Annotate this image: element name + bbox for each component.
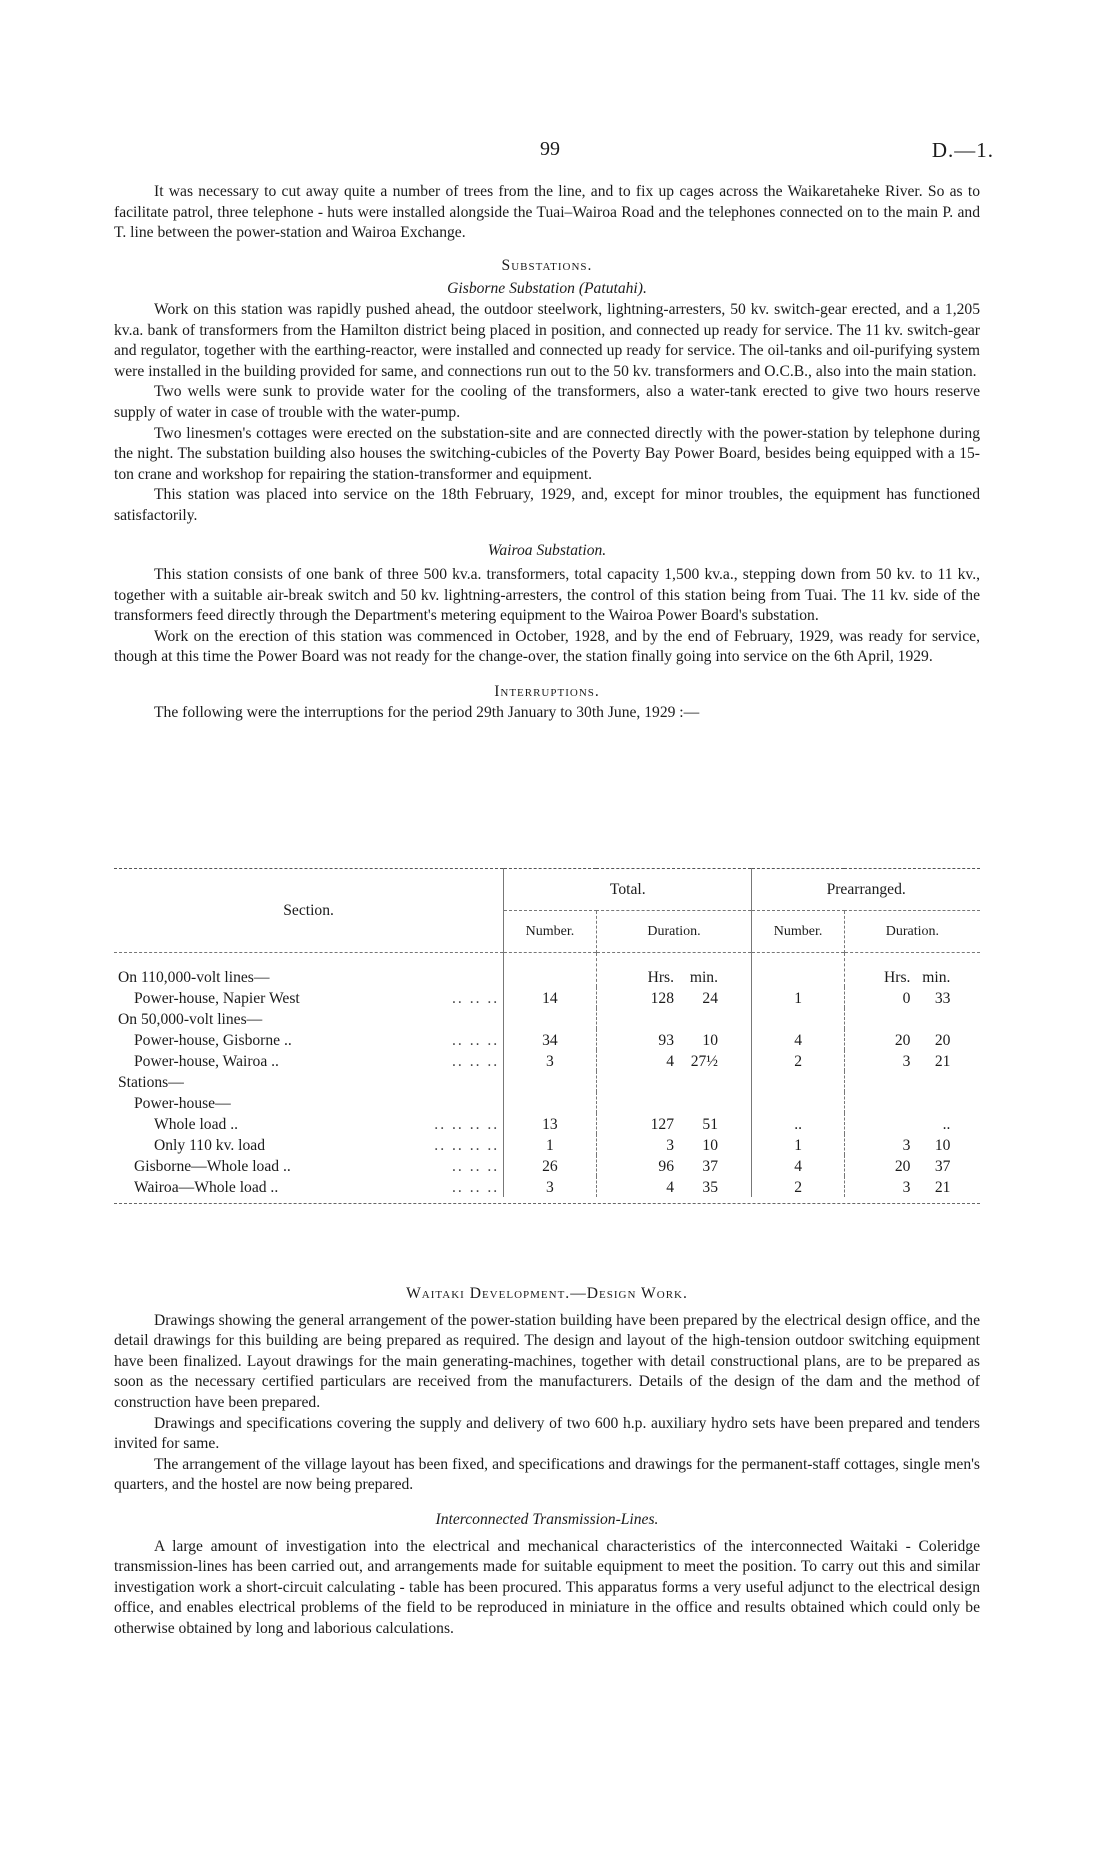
prearranged-hours: Hrs. <box>883 968 911 986</box>
total-duration-cell <box>596 1050 752 1071</box>
total-number-cell: 13 <box>504 1113 596 1134</box>
total-hours: 96 <box>658 1157 674 1175</box>
prearranged-duration-cell <box>844 1113 980 1134</box>
gisborne-paragraph-1: Work on this station was rapidly pushed ahead, the outdoor steelwork, lightning-arresters, 50 kv. switch-gear erected, and a 1,205 kv.a. bank of transformers from the Hamilton district being placed in position, and connected up ready for service. The 11 kv. switch-gear and regulator, together with the earthing-reactor, were installed and connected up ready for service. The oil-tanks and oil-purifying system were installed in the building provided for same, and connections run out to the 50 kv. transformers and O.C.B., also into the main station. <box>114 300 980 380</box>
upper-text-block <box>114 182 980 723</box>
prearranged-number-cell <box>752 1008 844 1029</box>
row-section-label <box>114 1071 504 1092</box>
prearranged-hours: 20 <box>894 1157 911 1175</box>
total-minutes: min. <box>689 968 718 986</box>
total-column-header: Total. <box>504 869 752 911</box>
total-duration-cell <box>596 1134 752 1155</box>
page-number: 99 <box>540 138 560 160</box>
table-row <box>114 1155 980 1176</box>
row-section-label <box>114 953 504 987</box>
waitaki-paragraph-1: Drawings showing the general arrangement of the power-station building have been prepared by the electrical design office, and the detail drawings for this building are being prepared as required. The design and layout of the high-tension outdoor switching equipment have been finalized. Layout drawings for the main generating-machines, together with detail constructional plans, are to be prepared as soon as the necessary certified particulars are received from the manufacturers. Details of the design of the dam and the method of construction have been prepared. <box>114 1311 980 1411</box>
prearranged-minutes: .. <box>942 1115 951 1133</box>
prearranged-duration-cell <box>844 1029 980 1050</box>
prearranged-number-cell: 1 <box>752 987 844 1008</box>
row-label-text: On 50,000-volt lines— <box>118 1010 263 1028</box>
table-header-row-1 <box>114 869 980 911</box>
total-duration-header: Duration. <box>596 911 752 953</box>
row-section-label <box>114 1176 504 1197</box>
wairoa-paragraph-1: This station consists of one bank of three 500 kv.a. transformers, total capacity 1,500 kv.a., stepping down from 50 kv. to 11 kv., together with a suitable air-break switch and 50 kv. lightning-arresters, the control of this station being from Tuai. The 11 kv. side of the transformers feed directly through the Department's metering equipment to the Wairoa Power Board's substation. <box>114 566 980 625</box>
total-duration-cell <box>596 1029 752 1050</box>
row-leader-dots: .. .. .. .. <box>434 1115 500 1133</box>
row-section-label <box>114 1092 504 1113</box>
prearranged-hours: 20 <box>894 1031 911 1049</box>
total-minutes: 24 <box>702 989 718 1007</box>
prearranged-number-cell <box>752 1071 844 1092</box>
prearranged-column-header: Prearranged. <box>752 869 980 911</box>
row-section-label <box>114 1008 504 1029</box>
total-number-cell: 26 <box>504 1155 596 1176</box>
prearranged-duration-cell <box>844 1176 980 1197</box>
table-row <box>114 1008 980 1029</box>
prearranged-number-cell: 1 <box>752 1134 844 1155</box>
document-reference: D.—1. <box>931 138 994 162</box>
row-section-label <box>114 1029 504 1050</box>
intro-paragraph: It was necessary to cut away quite a number of trees from the line, and to fix up cages across the Waikaretaheke River. So as to facilitate patrol, three telephone - huts were installed alongside the Tuai–Wairoa Road and the telephones connected on to the main P. and T. line between the power-station and Wairoa Exchange. <box>114 183 980 242</box>
row-section-label <box>114 1155 504 1176</box>
waitaki-heading: Waitaki Development.—Design Work. <box>406 1285 688 1302</box>
row-label-text: Power-house, Wairoa .. <box>134 1052 279 1070</box>
total-number-cell: 3 <box>504 1176 596 1197</box>
prearranged-number-cell <box>752 1092 844 1113</box>
total-duration-cell <box>596 1008 752 1029</box>
prearranged-minutes: min. <box>922 968 951 986</box>
table-row <box>114 1029 980 1050</box>
total-hours: 127 <box>650 1115 674 1133</box>
row-leader-dots: .. .. .. <box>452 1178 500 1196</box>
table-row <box>114 1050 980 1071</box>
row-label-text: Only 110 kv. load <box>154 1136 266 1154</box>
gisborne-paragraph-2: Two wells were sunk to provide water for the cooling of the transformers, also a water-tank erected to give two hours reserve supply of water in case of trouble with the water-pump. <box>114 383 980 421</box>
prearranged-minutes: 10 <box>934 1136 951 1154</box>
total-number-cell <box>504 1092 596 1113</box>
gisborne-paragraph-3: Two linesmen's cottages were erected on the substation-site and are connected directly with the power-station by telephone during the night. The substation building also houses the switching-cubicles of the Poverty Bay Power Board, besides being equipped with a 15-ton crane and workshop for repairing the station-transformer and equipment. <box>114 424 980 483</box>
row-section-label <box>114 1134 504 1155</box>
table-row <box>114 1092 980 1113</box>
total-number-header: Number. <box>504 911 596 953</box>
wairoa-substation-heading: Wairoa Substation. <box>487 541 607 559</box>
total-number-cell <box>504 1008 596 1029</box>
row-label-text: On 110,000-volt lines— <box>118 968 270 986</box>
total-hours: 4 <box>666 1052 674 1070</box>
total-duration-cell <box>596 953 752 987</box>
prearranged-duration-cell <box>844 1050 980 1071</box>
wairoa-paragraph-2: Work on the erection of this station was commenced in October, 1928, and by the end of February, 1929, was ready for service, though at this time the Power Board was not ready for the change-over, the station finally going into service on the 6th April, 1929. <box>114 627 980 666</box>
interconnected-heading: Interconnected Transmission-Lines. <box>435 1510 659 1528</box>
table-row <box>114 987 980 1008</box>
prearranged-duration-header: Duration. <box>844 911 980 953</box>
row-label-text: Wairoa—Whole load .. <box>134 1178 279 1196</box>
waitaki-paragraph-3: The arrangement of the village layout has been fixed, and specifications and drawings for the permanent-staff cottages, single men's quarters, and the hostel are now being prepared. <box>114 1455 980 1494</box>
total-hours: 4 <box>666 1178 674 1196</box>
row-label-text: Gisborne—Whole load .. <box>134 1157 291 1175</box>
interruptions-table-wrapper <box>114 868 980 1204</box>
row-leader-dots: .. .. .. <box>452 1031 500 1049</box>
total-duration-cell <box>596 1155 752 1176</box>
row-label-text: Whole load .. <box>154 1115 239 1133</box>
prearranged-minutes: 37 <box>934 1157 951 1175</box>
interconnected-paragraph-1: A large amount of investigation into the electrical and mechanical characteristics of the interconnected Waitaki - Coleridge transmission-lines has been carried out, and arrangements made for suitable equipment to meet the position. To carry out this and similar investigation work a short-circuit calculating - table has been procured. This apparatus forms a very useful adjunct to the electrical design office, and enables electrical problems of the field to be reproduced in miniature in the office and results obtained which could only be otherwise obtained by long and laborious calculations. <box>114 1537 980 1637</box>
interruptions-heading: Interruptions. <box>494 683 600 701</box>
row-leader-dots: .. .. .. <box>452 989 500 1007</box>
substations-heading: Substations. <box>501 256 593 274</box>
prearranged-number-cell: .. <box>752 1113 844 1134</box>
table-row <box>114 1071 980 1092</box>
total-duration-cell <box>596 1071 752 1092</box>
total-number-cell: 3 <box>504 1050 596 1071</box>
table-row <box>114 1176 980 1197</box>
total-duration-cell <box>596 1113 752 1134</box>
table-row <box>114 1134 980 1155</box>
gisborne-substation-heading: Gisborne Substation (Patutahi). <box>447 280 647 298</box>
interruptions-intro: The following were the interruptions for the period 29th January to 30th June, 1929 :— <box>154 703 700 721</box>
prearranged-number-cell: 4 <box>752 1029 844 1050</box>
waitaki-paragraph-2: Drawings and specifications covering the supply and delivery of two 600 h.p. auxiliary hydro sets have been prepared and tenders invited for same. <box>114 1414 980 1453</box>
row-leader-dots: .. .. .. .. <box>434 1136 500 1154</box>
total-number-cell <box>504 953 596 987</box>
interruptions-table-body <box>114 953 980 1197</box>
total-duration-cell <box>596 1176 752 1197</box>
total-minutes: 35 <box>702 1178 718 1196</box>
prearranged-duration-cell <box>844 1008 980 1029</box>
total-hours: 93 <box>658 1031 674 1049</box>
prearranged-minutes: 21 <box>934 1052 951 1070</box>
row-label-text: Power-house, Napier West <box>134 989 300 1007</box>
row-section-label <box>114 987 504 1008</box>
prearranged-duration-cell <box>844 1092 980 1113</box>
prearranged-number-cell: 2 <box>752 1050 844 1071</box>
prearranged-minutes: 21 <box>934 1178 951 1196</box>
total-duration-cell <box>596 1092 752 1113</box>
prearranged-duration-cell <box>844 987 980 1008</box>
prearranged-number-header: Number. <box>752 911 844 953</box>
prearranged-minutes: 33 <box>934 989 951 1007</box>
section-column-header: Section. <box>283 901 334 919</box>
row-label-text: Power-house, Gisborne .. <box>134 1031 292 1049</box>
prearranged-duration-cell <box>844 953 980 987</box>
prearranged-number-cell <box>752 953 844 987</box>
total-minutes: 27½ <box>690 1052 718 1070</box>
lower-text-block <box>114 1284 980 1640</box>
total-minutes: 10 <box>702 1031 718 1049</box>
prearranged-hours: 3 <box>902 1178 911 1196</box>
prearranged-number-cell: 4 <box>752 1155 844 1176</box>
table-row <box>114 953 980 987</box>
total-hours: 3 <box>666 1136 674 1154</box>
prearranged-minutes: 20 <box>934 1031 951 1049</box>
row-section-label <box>114 1050 504 1071</box>
total-minutes: 51 <box>702 1115 718 1133</box>
prearranged-duration-cell <box>844 1155 980 1176</box>
row-leader-dots: .. .. .. <box>452 1157 500 1175</box>
table-bottom-rule <box>114 1203 980 1204</box>
total-number-cell: 34 <box>504 1029 596 1050</box>
prearranged-hours: 3 <box>902 1136 911 1154</box>
prearranged-number-cell: 2 <box>752 1176 844 1197</box>
total-hours: 128 <box>650 989 674 1007</box>
table-row <box>114 1113 980 1134</box>
row-label-text: Power-house— <box>134 1094 231 1112</box>
total-minutes: 10 <box>702 1136 718 1154</box>
total-number-cell: 1 <box>504 1134 596 1155</box>
gisborne-paragraph-4: This station was placed into service on the 18th February, 1929, and, except for minor troubles, the equipment has functioned satisfactorily. <box>114 486 980 524</box>
prearranged-duration-cell <box>844 1071 980 1092</box>
row-section-label <box>114 1113 504 1134</box>
total-number-cell <box>504 1071 596 1092</box>
interruptions-table <box>114 868 980 1197</box>
row-leader-dots: .. .. .. <box>452 1052 500 1070</box>
prearranged-hours: 3 <box>902 1052 911 1070</box>
total-number-cell: 14 <box>504 987 596 1008</box>
total-hours: Hrs. <box>647 968 674 986</box>
row-label-text: Stations— <box>118 1073 184 1091</box>
total-minutes: 37 <box>702 1157 718 1175</box>
prearranged-duration-cell <box>844 1134 980 1155</box>
total-duration-cell <box>596 987 752 1008</box>
prearranged-hours: 0 <box>902 989 911 1007</box>
